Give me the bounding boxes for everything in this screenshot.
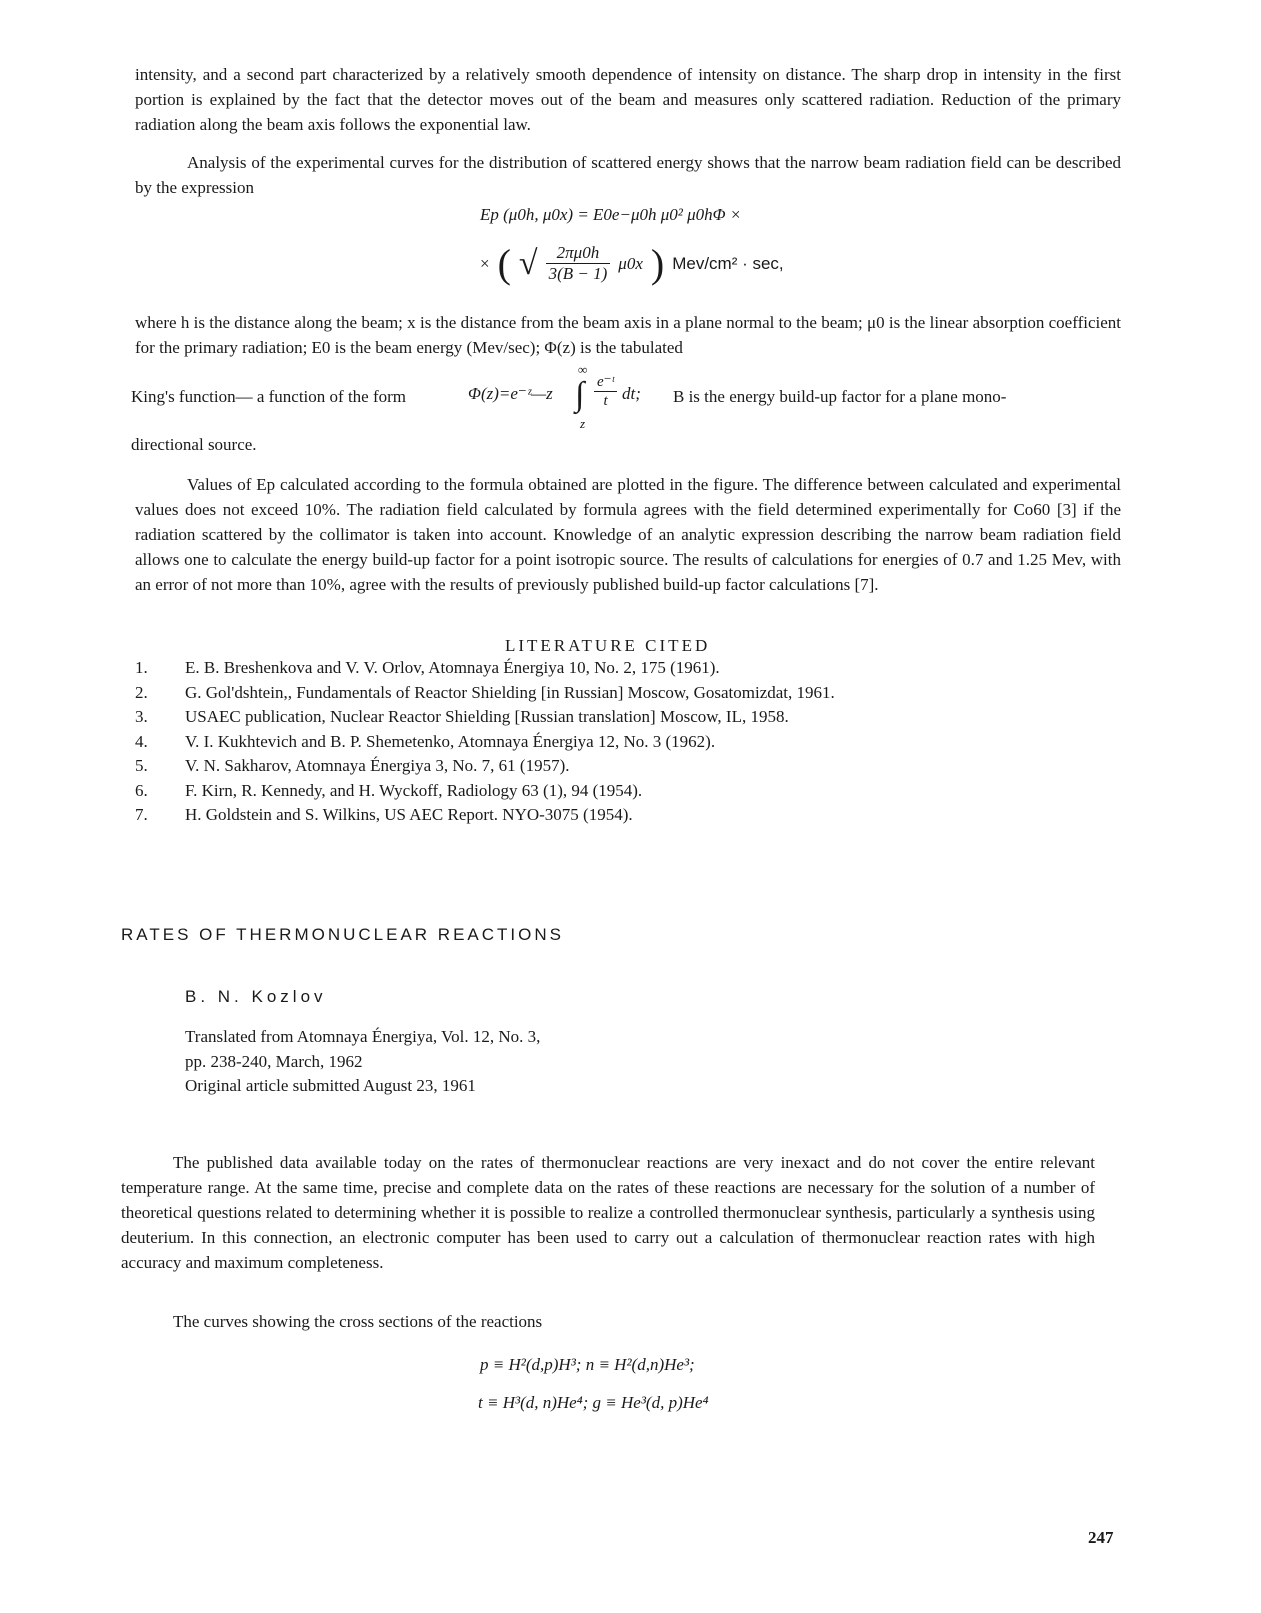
kings-fraction-numerator: e⁻ᵗ [594,373,617,392]
paragraph-where: where h is the distance along the beam; x is the distance from the beam axis in a plane normal to the beam; μ0 is the linear absorption coefficient for the primary radiation; E0 is the beam energy (Mev/sec); Φ(z) is the tabulated [135,313,1121,357]
paragraph-where-end: directional source. [131,435,257,454]
reference-text: V. I. Kukhtevich and B. P. Shemetenko, Atomnaya Énergiya 12, No. 3 (1962). [185,731,716,751]
paragraph-curves: The curves showing the cross sections of the reactions [173,1312,543,1331]
translated-line-1: Translated from Atomnaya Énergiya, Vol. 12, No. 3, [185,1027,541,1046]
reference-item [135,656,1095,681]
times-sign: × [480,253,490,273]
submitted-line: Original article submitted August 23, 1961 [185,1076,476,1095]
left-paren-icon: ( [497,240,511,286]
paragraph-values: Values of Ep calculated according to the formula obtained are plotted in the figure. The difference between calculated and experimental values does not exceed 10%. The radiation field calculated by formula agrees with the field determined experimentally for Co60 [3] if the radiation scattered by the collimator is taken into account. Knowledge of an analytic expression describing the narrow beam radiation field allows one to calculate the energy build-up factor for a point isotropic source. The results of calculations for energies of 0.7 and 1.25 Mev, with an error of not more than 10%, agree with the results of previously published build-up factor calculations [7]. [135,475,1121,594]
reference-item [135,803,1095,828]
fraction-numerator: 2πμ0h [546,243,611,264]
right-paren-icon: ) [650,240,665,286]
reference-text: F. Kirn, R. Kennedy, and H. Wyckoff, Radiology 63 (1), 94 (1954). [185,780,643,800]
paragraph-intro: intensity, and a second part characterized by a relatively smooth dependence of intensity on distance. The sharp drop in intensity in the first portion is explained by the fact that the detector moves out of the beam and measures only scattered radiation. Reduction of the primary radiation along the beam axis follows the exponential law. [135,65,1121,134]
reference-item [135,779,1095,804]
reference-text: H. Goldstein and S. Wilkins, US AEC Report. NYO-3075 (1954). [185,805,633,824]
kings-fraction [594,373,617,410]
reference-item [135,681,1095,706]
sqrt-icon: √ [518,244,538,282]
literature-heading: LITERATURE CITED [505,636,711,655]
kings-fraction-body [594,373,617,410]
equation-line-2 [480,240,784,286]
reference-number: 7. [135,805,148,824]
translated-line-2: pp. 238-240, March, 1962 [185,1052,363,1071]
reference-number: 5. [135,756,148,775]
reference-number: 4. [135,731,148,751]
equation-units: Mev/cm² · sec, [672,253,784,273]
kings-prefix: King's function— a function of the form [131,387,407,406]
integral-upper-limit: ∞ [578,362,588,377]
equation-line-1: Ep (μ0h, μ0x) = E0e−μ0h μ0² μ0hΦ × [480,205,742,224]
reference-list [135,656,1095,828]
equation-tail: μ0x [618,253,643,273]
kings-dt: dt; [622,384,641,403]
kings-suffix: B is the energy build-up factor for a plane mono- [673,387,1007,406]
paragraph-analysis: Analysis of the experimental curves for the distribution of scattered energy shows that the narrow beam radiation field can be described by the expression [135,153,1121,197]
article-author: B. N. Kozlov [185,987,327,1006]
reference-text: USAEC publication, Nuclear Reactor Shielding [Russian translation] Moscow, IL, 1958. [185,707,789,726]
sqrt-fraction [546,243,611,284]
kings-formula: Φ(z)=e⁻ᶻ—z [468,384,553,403]
reference-number: 2. [135,682,148,702]
reference-number: 3. [135,707,148,726]
article-title: RATES OF THERMONUCLEAR REACTIONS [121,925,564,944]
paragraph-published: The published data available today on the rates of thermonuclear reactions are very inexact and do not cover the entire relevant temperature range. At the same time, precise and complete data on the rates of these reactions are necessary for the solution of a number of theoretical questions related to determining whether it is possible to realize a controlled thermonuclear synthesis, particularly a synthesis using deuterium. In this connection, an electronic computer has been used to carry out a calculation of thermonuclear reaction rates with high accuracy and maximum completeness. [121,1153,1095,1272]
integral-lower-limit: z [580,416,586,431]
reference-text: G. Gol'dshtein,, Fundamentals of Reactor Shielding [in Russian] Moscow, Gosatomizdat, 1961. [185,682,835,702]
reference-item [135,754,1095,779]
reference-text: E. B. Breshenkova and V. V. Orlov, Atomnaya Énergiya 10, No. 2, 175 (1961). [185,658,720,677]
page-number: 247 [1088,1528,1114,1547]
fraction-denominator: 3(B − 1) [548,264,608,283]
reference-number: 1. [135,658,148,677]
reference-number: 6. [135,780,148,800]
reactions-line-2: t ≡ H³(d, n)He⁴; g ≡ He³(d, p)He⁴ [478,1393,709,1412]
reactions-line-1: p ≡ H²(d,p)H³; n ≡ H²(d,n)He³; [480,1355,695,1374]
reference-text: V. N. Sakharov, Atomnaya Énergiya 3, No. 7, 61 (1957). [185,756,570,775]
integral-icon: ∫ [575,376,585,413]
reference-item [135,730,1095,755]
reference-item [135,705,1095,730]
kings-fraction-denominator: t [603,393,608,409]
